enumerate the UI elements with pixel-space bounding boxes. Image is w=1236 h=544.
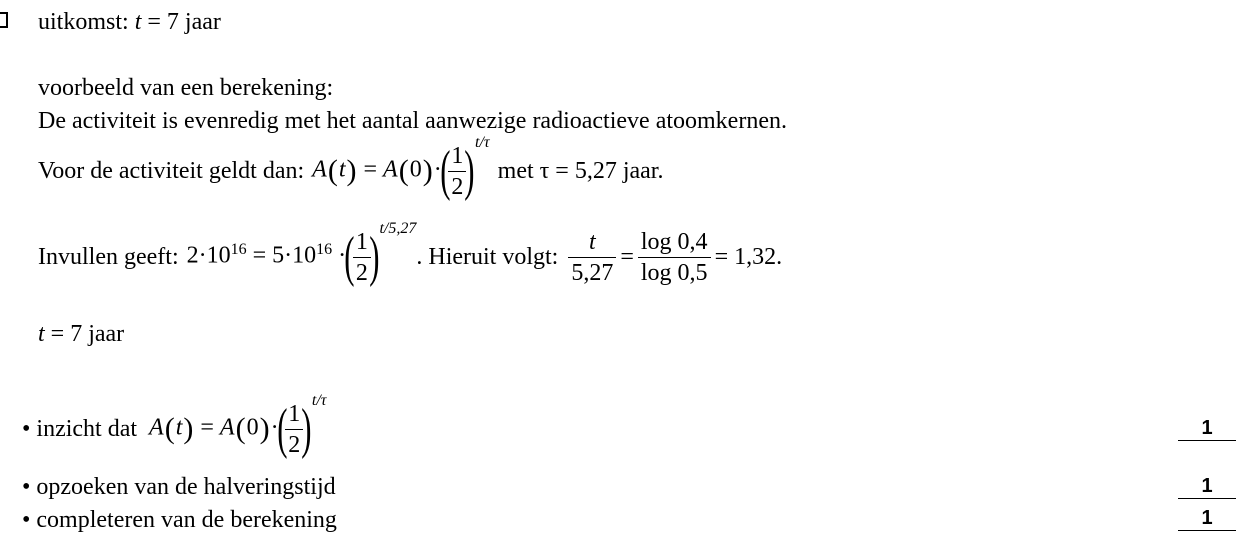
criterion-3-label: • completeren van de berekening xyxy=(22,507,337,533)
example-line-1: De activiteit is evenredig met het aantal aanwezige radioactieve atoomkernen. xyxy=(38,108,787,134)
line2-suffix: met τ = 5,27 jaar. xyxy=(497,158,664,184)
checkbox-icon xyxy=(0,12,8,28)
criterion-2-points: 1 xyxy=(1178,476,1236,499)
answer-value: = 7 jaar xyxy=(147,9,221,35)
criterion-2-label: • opzoeken van de halveringstijd xyxy=(22,474,336,500)
line4-var: t xyxy=(38,321,45,347)
answer-line xyxy=(38,10,221,34)
line3-prefix: Invullen geeft: xyxy=(38,244,179,270)
criterion-1-label: • inzicht dat xyxy=(22,416,138,442)
line2-prefix: Voor de activiteit geldt dan: xyxy=(38,158,305,184)
line3-result: = 1,32. xyxy=(714,244,783,270)
example-heading: voorbeeld van een berekening: xyxy=(38,75,334,101)
criterion-1 xyxy=(22,391,327,462)
criterion-3-points: 1 xyxy=(1178,508,1236,531)
criterion-formula: A(t) = A(0)·( $\frac{1}{2}$ )$^{t/\tau}$ xyxy=(149,391,327,460)
answer-label: uitkomst: xyxy=(38,9,129,35)
criterion-1-points: 1 xyxy=(1178,418,1236,441)
substitution-formula: $2\cdot 10^{16} = 5\cdot 10^{16}$ ·( $\frac{1}{2}$ )$^{t/5,27}$ xyxy=(186,219,417,288)
log-formula: $\frac{t}{5,27}$ = $\frac{\log 0,4}{\log 0,5}$ = 1,32. xyxy=(568,230,782,285)
answer-var: t xyxy=(134,9,142,35)
example-line-3 xyxy=(38,219,783,292)
example-line-4 xyxy=(38,322,124,346)
activity-formula: A(t) = A(0)·( $\frac{1}{2}$ )$^{t/\tau}$ xyxy=(312,133,490,202)
line3-middle: . Hieruit volgt: xyxy=(416,244,559,270)
example-line-2 xyxy=(38,133,664,202)
line4-value: = 7 jaar xyxy=(50,321,125,347)
